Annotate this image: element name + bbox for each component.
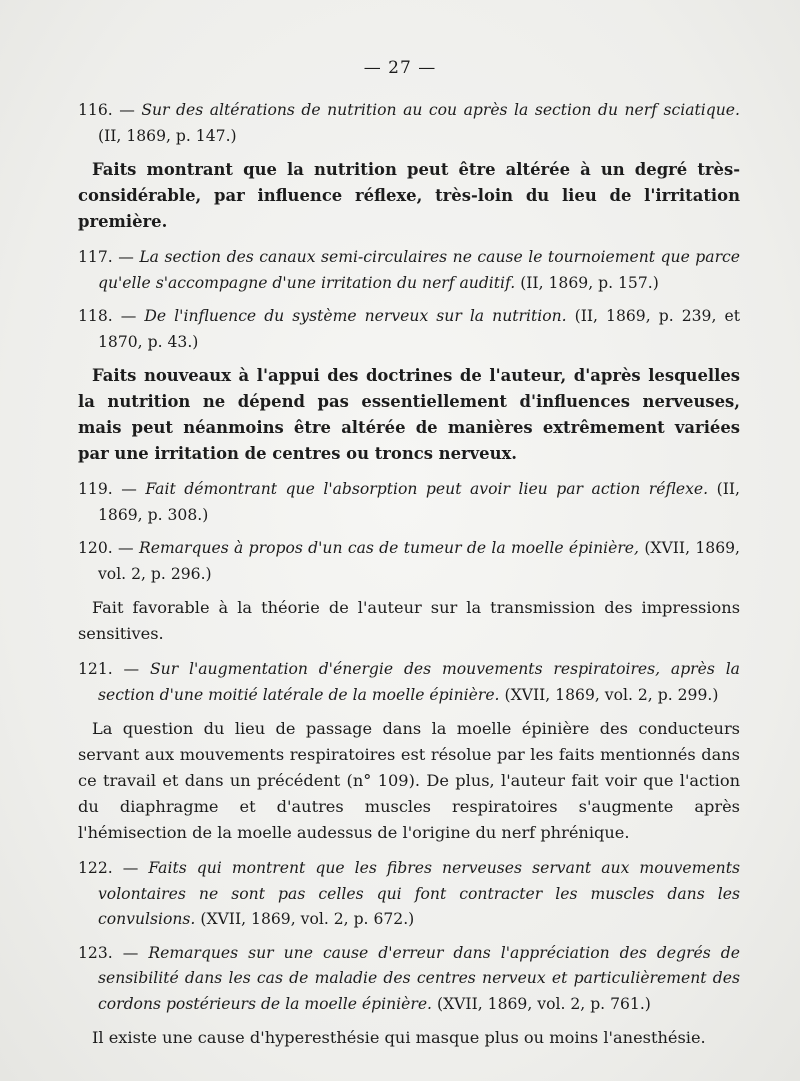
entry-title: Fait démontrant que l'absorption peut avoir lieu par action réflexe. — [145, 480, 709, 498]
entry-title: De l'influence du système nerveux sur la nutrition. — [144, 307, 567, 325]
entry-number: 119. — — [78, 480, 137, 498]
entry-body: Il existe une cause d'hyperesthésie qui masque plus ou moins l'anesthésie. — [92, 1028, 706, 1047]
entry-title: La section des canaux semi-circulaires ne cause le tournoiement que parce qu'elle s'accompagne d'une irritation du nerf auditif. — [98, 248, 740, 292]
entry-body: Faits nouveaux à l'appui des doctrines de l'auteur, d'après lesquelles la nutrition ne dépend pas essentiellement d'influences nerveuses, mais peut néanmoins être altérée de manières extrêmement variées par une irritation de centres ou troncs nerveux. — [78, 366, 740, 463]
entry-number: 116. — — [78, 101, 135, 119]
entry-121 — [78, 657, 740, 708]
entry-reference: (II, 1869, p. 147.) — [98, 126, 237, 145]
entry-title: Sur des altérations de nutrition au cou après la section du nerf sciatique. — [141, 101, 740, 119]
entry-title: Remarques sur une cause d'erreur dans l'appréciation des degrés de sensibilité dans les cas de maladie des centres nerveux et particulièrement des cordons postérieurs de la moelle épinière. — [98, 943, 740, 1013]
entry-number: 121. — — [78, 660, 140, 678]
entry-number: 117. — — [78, 248, 134, 266]
entry-number: 122. — — [78, 859, 139, 877]
entry-119 — [78, 477, 740, 528]
entry-123 — [78, 941, 740, 1018]
entry-116 — [78, 98, 740, 149]
entry-reference: (II, 1869, p. 239, et 1870, p. 43.) — [98, 307, 740, 351]
entry-title: Sur l'augmentation d'énergie des mouvements respiratoires, après la section d'une moitié latérale de la moelle épinière. — [98, 660, 740, 704]
entry-body: Fait favorable à la théorie de l'auteur sur la transmission des impressions sensitives. — [78, 598, 740, 643]
entry-reference: (XVII, 1869, vol. 2, p. 672.) — [200, 910, 415, 928]
entry-title: Remarques à propos d'un cas de tumeur de la moelle épinière, — [138, 539, 639, 557]
entry-body: La question du lieu de passage dans la moelle épinière des conducteurs servant aux mouvements respiratoires est résolue par les faits mentionnés dans ce travail et dans un précédent (n° 109). De plus, l'auteur fait voir que l'action du diaphragme et d'autres muscles respiratoires s'augmente après l'hémisection de la moelle audessus de l'origine du nerf phrénique. — [78, 719, 740, 842]
entry-reference: (XVII, 1869, vol. 2, p. 299.) — [504, 685, 719, 704]
page-content — [78, 98, 740, 1061]
entry-number: 118. — — [78, 307, 137, 325]
entry-title: Faits qui montrent que les fibres nerveuses servant aux mouvements volontaires ne sont pas celles qui font contracter les muscles dans les convulsions. — [98, 859, 740, 928]
entry-number: 123. — — [78, 943, 139, 962]
entry-118 — [78, 304, 740, 355]
entry-120 — [78, 536, 740, 587]
entry-number: 120. — — [78, 539, 134, 557]
entry-reference: (XVII, 1869, vol. 2, p. 296.) — [98, 539, 740, 583]
entry-reference: (II, 1869, p. 157.) — [520, 273, 659, 292]
page-number: — 27 — — [363, 58, 437, 78]
entry-117 — [78, 245, 740, 296]
entry-body: Faits montrant que la nutrition peut être altérée à un degré très-considérable, par influence réflexe, très-loin du lieu de l'irritation première. — [78, 160, 740, 231]
entry-reference: (II, 1869, p. 308.) — [98, 480, 740, 524]
entry-122 — [78, 856, 740, 933]
entry-reference: (XVII, 1869, vol. 2, p. 761.) — [436, 994, 651, 1013]
